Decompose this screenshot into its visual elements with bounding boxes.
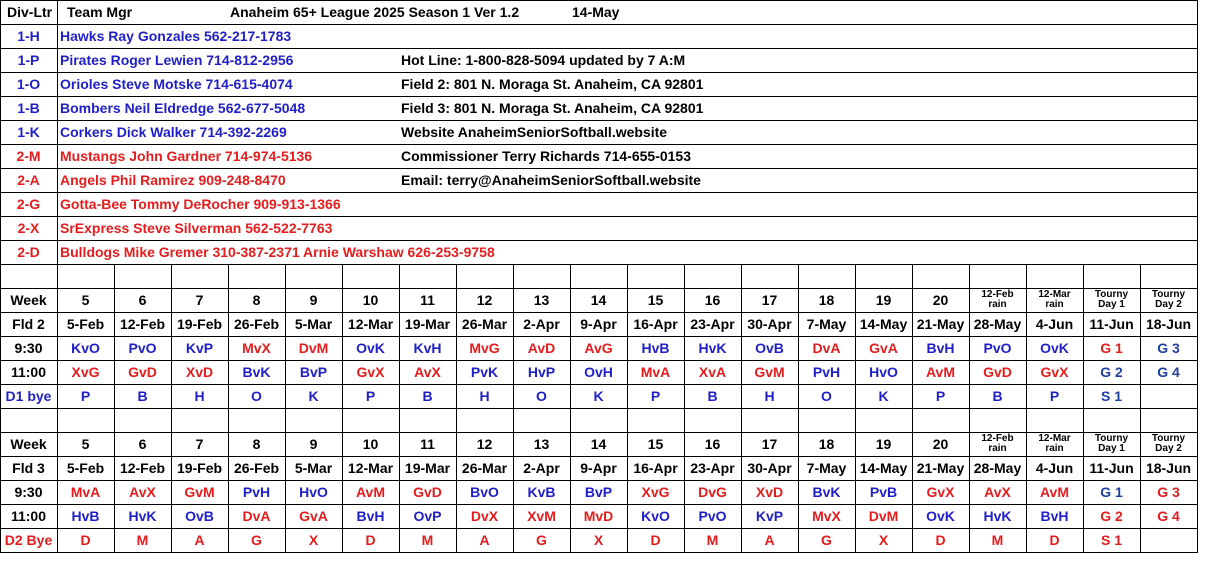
matchup-cell: KvP — [755, 508, 784, 524]
game-date: 18-Jun — [1145, 460, 1192, 476]
matchup-cell: XvG — [71, 364, 100, 380]
matchup-cell: P — [935, 388, 946, 404]
week-number: 20 — [932, 436, 949, 452]
version-date: 14-May — [572, 4, 620, 20]
grid-hline-10 — [0, 240, 1198, 241]
matchup-cell: S 1 — [1100, 388, 1122, 404]
week-number: 14 — [590, 292, 607, 308]
grid-hline-4 — [0, 96, 1198, 97]
game-date: 30-Apr — [747, 460, 792, 476]
matchup-cell — [1140, 384, 1197, 408]
week-header-top: Tourny — [1151, 289, 1186, 300]
game-date: 7-May — [806, 316, 847, 332]
matchup-cell: BvH — [1040, 508, 1069, 524]
matchup-cell: PvK — [470, 364, 499, 380]
league-info-line: Hot Line: 1-800-828-5094 updated by 7 A:M — [401, 52, 686, 68]
matchup-cell: BvH — [356, 508, 385, 524]
game-date: 19-Feb — [176, 316, 223, 332]
game-date: 12-Mar — [347, 460, 394, 476]
matchup-cell: MvX — [812, 508, 841, 524]
team-manager-1-b: Bombers Neil Eldredge 562-677-5048 — [60, 100, 306, 116]
matchup-cell — [1140, 528, 1197, 552]
week-number: 15 — [647, 436, 664, 452]
matchup-cell: OvK — [1040, 340, 1069, 356]
game-date: 30-Apr — [747, 316, 792, 332]
matchup-cell: GvD — [983, 364, 1012, 380]
week-number: 15 — [647, 292, 664, 308]
game-date: 7-May — [806, 460, 847, 476]
game-date: 5-Mar — [294, 460, 333, 476]
matchup-cell: BvP — [299, 364, 328, 380]
matchup-cell: X — [593, 532, 604, 548]
matchup-cell: A — [764, 532, 775, 548]
game-date: 19-Mar — [404, 316, 451, 332]
team-manager-2-g: Gotta-Bee Tommy DeRocher 909-913-1366 — [60, 196, 341, 212]
matchup-cell: GvX — [356, 364, 385, 380]
page-title: Anaheim 65+ League 2025 Season 1 Ver 1.2 — [230, 4, 520, 20]
game-date: 28-May — [973, 460, 1022, 476]
grid-hline-5 — [0, 120, 1198, 121]
field-label: Fld 3 — [12, 460, 45, 476]
matchup-cell: HvK — [983, 508, 1012, 524]
game-date: 12-Feb — [119, 316, 166, 332]
game-date: 14-May — [859, 460, 908, 476]
game-date: 14-May — [859, 316, 908, 332]
matchup-cell: G 1 — [1100, 340, 1123, 356]
matchup-cell: XvM — [527, 508, 556, 524]
matchup-cell: X — [308, 532, 319, 548]
week-number: 19 — [875, 436, 892, 452]
game-date: 11-Jun — [1089, 316, 1134, 332]
game-date: 23-Apr — [690, 460, 735, 476]
matchup-cell: O — [536, 388, 547, 404]
grid-hline-11 — [0, 264, 1198, 265]
league-info-line: Field 2: 801 N. Moraga St. Anaheim, CA 92801 — [401, 76, 704, 92]
team-div-2-g: 2-G — [16, 196, 41, 212]
week-number: 9 — [309, 436, 318, 452]
game-date: 4-Jun — [1035, 460, 1074, 476]
matchup-cell: K — [878, 388, 889, 404]
matchup-cell: G 3 — [1157, 340, 1180, 356]
matchup-cell: PvH — [242, 484, 271, 500]
matchup-cell: GvX — [1040, 364, 1069, 380]
week-number: 13 — [533, 292, 550, 308]
game-date: 2-Apr — [523, 460, 560, 476]
week-number: 16 — [704, 292, 721, 308]
matchup-cell: D — [650, 532, 661, 548]
game-date: 5-Mar — [294, 316, 333, 332]
field-label: Fld 2 — [12, 316, 45, 332]
matchup-cell: P — [650, 388, 661, 404]
matchup-cell: OvK — [356, 340, 385, 356]
game-date: 21-May — [916, 460, 965, 476]
league-info-line: Commissioner Terry Richards 714-655-0153 — [401, 148, 691, 164]
game-date: 18-Jun — [1145, 316, 1192, 332]
week-number: 5 — [81, 436, 90, 452]
week-number: 13 — [533, 436, 550, 452]
week-number: 14 — [590, 436, 607, 452]
matchup-cell: MvA — [640, 364, 671, 380]
grid-hline-3 — [0, 72, 1198, 73]
week-header-bottom: rain — [988, 299, 1007, 310]
grid-hline-9 — [0, 216, 1198, 217]
week-header-top: 12-Feb — [981, 289, 1014, 300]
week-header-top: 12-Feb — [981, 433, 1014, 444]
matchup-cell: PvO — [983, 340, 1012, 356]
matchup-cell: D — [365, 532, 376, 548]
week-number: 10 — [362, 436, 379, 452]
game-date: 26-Feb — [233, 316, 280, 332]
matchup-cell: BvP — [584, 484, 613, 500]
game-date: 2-Apr — [523, 316, 560, 332]
game-date: 19-Feb — [176, 460, 223, 476]
grid-hline-8 — [0, 192, 1198, 193]
team-manager-1-h: Hawks Ray Gonzales 562-217-1783 — [60, 28, 292, 44]
matchup-cell: P — [1049, 388, 1060, 404]
matchup-cell: G 4 — [1157, 364, 1180, 380]
week-header-top: Tourny — [1151, 433, 1186, 444]
time-slot-label: 11:00 — [10, 364, 47, 380]
team-manager-1-p: Pirates Roger Lewien 714-812-2956 — [60, 52, 294, 68]
matchup-cell: DvM — [868, 508, 899, 524]
matchup-cell: MvX — [242, 340, 271, 356]
week-number: 8 — [252, 292, 261, 308]
week-header-top: Tourny — [1094, 289, 1129, 300]
matchup-cell: H — [479, 388, 490, 404]
week-number: 19 — [875, 292, 892, 308]
grid-hline-17 — [0, 408, 1198, 409]
matchup-cell: BvK — [242, 364, 271, 380]
team-div-1-b: 1-B — [17, 100, 40, 116]
time-slot-label: D2 Bye — [4, 532, 53, 548]
matchup-cell: GvD — [413, 484, 442, 500]
matchup-cell: M — [136, 532, 149, 548]
week-header-bottom: Day 2 — [1155, 299, 1182, 310]
week-header-bottom: Day 1 — [1098, 299, 1125, 310]
game-date: 11-Jun — [1089, 460, 1134, 476]
grid-hline-7 — [0, 168, 1198, 169]
matchup-cell: MvG — [469, 340, 500, 356]
matchup-cell: H — [764, 388, 775, 404]
grid-hline-2 — [0, 48, 1198, 49]
matchup-cell: GvD — [128, 364, 157, 380]
matchup-cell: AvD — [527, 340, 556, 356]
matchup-cell: HvB — [71, 508, 100, 524]
game-date: 12-Feb — [119, 460, 166, 476]
game-date: 26-Feb — [233, 460, 280, 476]
matchup-cell: G 4 — [1157, 508, 1180, 524]
matchup-cell: OvH — [584, 364, 613, 380]
matchup-cell: GvM — [184, 484, 215, 500]
matchup-cell: DvA — [812, 340, 841, 356]
team-div-1-p: 1-P — [17, 52, 40, 68]
matchup-cell: A — [194, 532, 205, 548]
week-number: 5 — [81, 292, 90, 308]
matchup-cell: OvB — [185, 508, 214, 524]
matchup-cell: O — [251, 388, 262, 404]
game-date: 4-Jun — [1035, 316, 1074, 332]
matchup-cell: OvB — [755, 340, 784, 356]
matchup-cell: AvM — [355, 484, 386, 500]
matchup-cell: XvG — [641, 484, 670, 500]
team-manager-1-o: Orioles Steve Motske 714-615-4074 — [60, 76, 293, 92]
matchup-cell: B — [992, 388, 1003, 404]
week-label: Week — [10, 292, 47, 308]
matchup-cell: KvP — [185, 340, 214, 356]
week-number: 10 — [362, 292, 379, 308]
matchup-cell: PvH — [812, 364, 841, 380]
matchup-cell: B — [707, 388, 718, 404]
time-slot-label: 9:30 — [14, 484, 43, 500]
team-mgr-header: Team Mgr — [67, 4, 133, 20]
week-number: 18 — [818, 292, 835, 308]
matchup-cell: AvM — [1039, 484, 1070, 500]
matchup-cell: AvX — [984, 484, 1011, 500]
matchup-cell: XvD — [185, 364, 214, 380]
team-div-2-a: 2-A — [17, 172, 40, 188]
matchup-cell: DvA — [242, 508, 271, 524]
matchup-cell: HvB — [641, 340, 670, 356]
matchup-cell: G 3 — [1157, 484, 1180, 500]
game-date: 5-Feb — [66, 460, 105, 476]
week-number: 20 — [932, 292, 949, 308]
league-info-line: Field 3: 801 N. Moraga St. Anaheim, CA 92801 — [401, 100, 704, 116]
team-div-2-m: 2-M — [16, 148, 41, 164]
grid-vline-right — [1197, 0, 1198, 553]
matchup-cell: PvB — [869, 484, 898, 500]
matchup-cell: GvM — [754, 364, 785, 380]
team-div-1-h: 1-H — [17, 28, 40, 44]
matchup-cell: G — [536, 532, 547, 548]
game-date: 21-May — [916, 316, 965, 332]
matchup-cell: DvX — [470, 508, 499, 524]
team-manager-1-k: Corkers Dick Walker 714-392-2269 — [60, 124, 287, 140]
game-date: 5-Feb — [66, 316, 105, 332]
matchup-cell: M — [706, 532, 719, 548]
matchup-cell: K — [593, 388, 604, 404]
grid-hline-1 — [0, 24, 1198, 25]
matchup-cell: XvA — [698, 364, 727, 380]
matchup-cell: B — [137, 388, 148, 404]
matchup-cell: P — [80, 388, 91, 404]
matchup-cell: G 2 — [1100, 508, 1123, 524]
time-slot-label: D1 bye — [5, 388, 52, 404]
week-header-bottom: rain — [988, 443, 1007, 454]
matchup-cell: B — [422, 388, 433, 404]
week-number: 17 — [761, 436, 778, 452]
matchup-cell: HvO — [869, 364, 898, 380]
matchup-cell: OvK — [926, 508, 955, 524]
team-manager-2-a: Angels Phil Ramirez 909-248-8470 — [60, 172, 286, 188]
matchup-cell: AvM — [925, 364, 956, 380]
week-number: 7 — [195, 292, 204, 308]
time-slot-label: 11:00 — [10, 508, 47, 524]
matchup-cell: BvO — [470, 484, 499, 500]
matchup-cell: P — [365, 388, 376, 404]
week-number: 11 — [420, 292, 435, 308]
team-manager-2-x: SrExpress Steve Silverman 562-522-7763 — [60, 220, 333, 236]
matchup-cell: DvG — [698, 484, 727, 500]
matchup-cell: KvH — [413, 340, 442, 356]
matchup-cell: PvO — [128, 340, 157, 356]
week-number: 7 — [195, 436, 204, 452]
game-date: 9-Apr — [580, 316, 617, 332]
game-date: 28-May — [973, 316, 1022, 332]
matchup-cell: PvO — [698, 508, 727, 524]
grid-hline-6 — [0, 144, 1198, 145]
matchup-cell: D — [80, 532, 91, 548]
matchup-cell: M — [421, 532, 434, 548]
matchup-cell: KvO — [71, 340, 100, 356]
game-date: 16-Apr — [633, 460, 678, 476]
week-header-bottom: rain — [1045, 443, 1064, 454]
week-number: 9 — [309, 292, 318, 308]
league-info-line: Email: terry@AnaheimSeniorSoftball.website — [401, 172, 701, 188]
week-header-bottom: Day 1 — [1098, 443, 1125, 454]
div-ltr-header: Div-Ltr — [7, 4, 53, 20]
matchup-cell: HvK — [698, 340, 727, 356]
game-date: 12-Mar — [347, 316, 394, 332]
matchup-cell: AvX — [129, 484, 156, 500]
team-div-1-o: 1-O — [16, 76, 41, 92]
grid-hline-0 — [0, 0, 1198, 1]
matchup-cell: S 1 — [1100, 532, 1122, 548]
matchup-cell: MvA — [70, 484, 101, 500]
time-slot-label: 9:30 — [14, 340, 43, 356]
matchup-cell: G — [251, 532, 262, 548]
team-div-2-d: 2-D — [17, 244, 40, 260]
matchup-cell: HvO — [299, 484, 328, 500]
week-number: 11 — [420, 436, 435, 452]
matchup-cell: G — [821, 532, 832, 548]
matchup-cell: D — [1049, 532, 1060, 548]
week-number: 17 — [761, 292, 778, 308]
matchup-cell: MvD — [583, 508, 614, 524]
matchup-cell: G 2 — [1100, 364, 1123, 380]
team-manager-2-d: Bulldogs Mike Gremer 310-387-2371 Arnie Warshaw 626-253-9758 — [60, 244, 495, 260]
week-number: 16 — [704, 436, 721, 452]
week-number: 8 — [252, 436, 261, 452]
matchup-cell: GvA — [869, 340, 898, 356]
week-number: 18 — [818, 436, 835, 452]
matchup-cell: O — [821, 388, 832, 404]
matchup-cell: G 1 — [1100, 484, 1123, 500]
matchup-cell: AvX — [414, 364, 441, 380]
matchup-cell: K — [308, 388, 319, 404]
game-date: 26-Mar — [461, 316, 508, 332]
game-date: 16-Apr — [633, 316, 678, 332]
matchup-cell: M — [991, 532, 1004, 548]
week-number: 6 — [138, 436, 147, 452]
week-header-bottom: Day 2 — [1155, 443, 1182, 454]
matchup-cell: X — [878, 532, 889, 548]
game-date: 23-Apr — [690, 316, 735, 332]
grid-hline-23 — [0, 552, 1198, 553]
matchup-cell: DvM — [298, 340, 329, 356]
week-label: Week — [10, 436, 47, 452]
team-div-1-k: 1-K — [17, 124, 40, 140]
game-date: 26-Mar — [461, 460, 508, 476]
matchup-cell: A — [479, 532, 490, 548]
league-info-line: Website AnaheimSeniorSoftball.website — [401, 124, 668, 140]
matchup-cell: XvD — [755, 484, 784, 500]
matchup-cell: H — [194, 388, 205, 404]
matchup-cell: GvX — [926, 484, 955, 500]
week-number: 6 — [138, 292, 147, 308]
matchup-cell: AvG — [584, 340, 613, 356]
team-manager-2-m: Mustangs John Gardner 714-974-5136 — [60, 148, 313, 164]
week-header-top: Tourny — [1094, 433, 1129, 444]
team-div-2-x: 2-X — [17, 220, 40, 236]
matchup-cell: KvB — [527, 484, 556, 500]
matchup-cell: HvK — [128, 508, 157, 524]
week-number: 12 — [476, 436, 493, 452]
game-date: 19-Mar — [404, 460, 451, 476]
matchup-cell: KvO — [641, 508, 670, 524]
matchup-cell: GvA — [299, 508, 328, 524]
matchup-cell: OvP — [413, 508, 442, 524]
week-header-top: 12-Mar — [1038, 433, 1071, 444]
matchup-cell: BvH — [926, 340, 955, 356]
week-number: 12 — [476, 292, 493, 308]
matchup-cell: HvP — [527, 364, 556, 380]
game-date: 9-Apr — [580, 460, 617, 476]
week-header-top: 12-Mar — [1038, 289, 1071, 300]
week-header-bottom: rain — [1045, 299, 1064, 310]
matchup-cell: D — [935, 532, 946, 548]
matchup-cell: BvK — [812, 484, 841, 500]
